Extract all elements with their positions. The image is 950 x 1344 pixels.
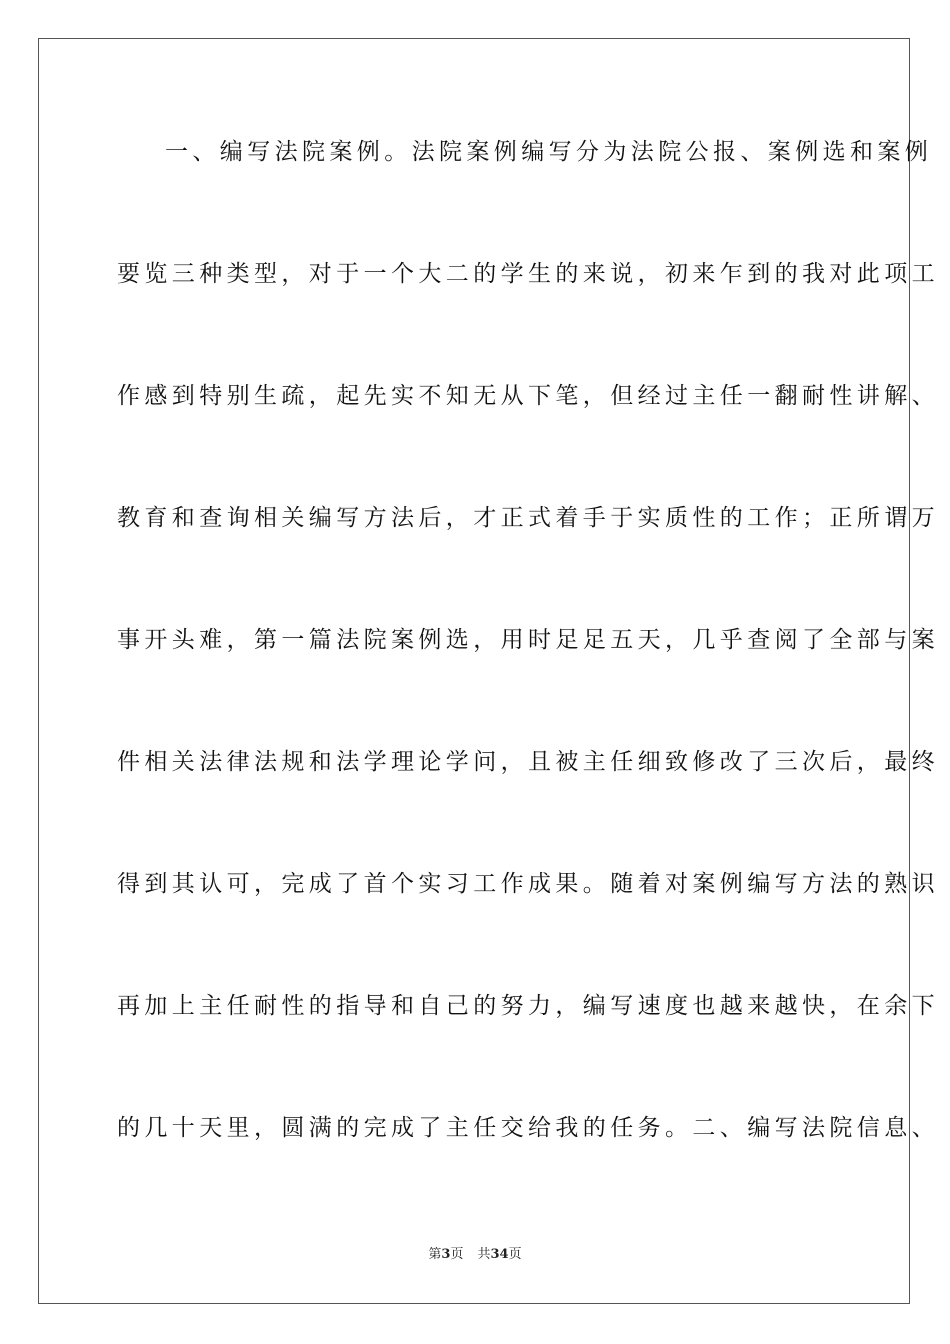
text-line: 要览三种类型，对于一个大二的学生的来说，初来乍到的我对此项工 — [117, 261, 939, 287]
page-number: 3 — [441, 1247, 451, 1262]
text-line: 事开头难，第一篇法院案例选，用时足足五天，几乎查阅了全部与案 — [117, 627, 939, 653]
text-line: 的几十天里，圆满的完成了主任交给我的任务。二、编写法院信息、 — [117, 1115, 939, 1141]
total-pages: 34 — [490, 1247, 509, 1262]
page-footer — [0, 1246, 950, 1264]
text-line: 作感到特别生疏，起先实不知无从下笔，但经过主任一翻耐性讲解、 — [117, 383, 939, 409]
text-line: 教育和查询相关编写方法后，才正式着手于实质性的工作；正所谓万 — [117, 505, 939, 531]
page-suffix: 页 — [450, 1247, 464, 1262]
total-suffix: 页 — [508, 1247, 522, 1262]
text-line: 件相关法律法规和法学理论学问，且被主任细致修改了三次后，最终 — [117, 749, 939, 775]
text-line: 得到其认可，完成了首个实习工作成果。随着对案例编写方法的熟识 — [117, 871, 939, 897]
text-line: 一、编写法院案例。法院案例编写分为法院公报、案例选和案例 — [165, 139, 933, 165]
total-prefix: 共 — [477, 1247, 491, 1262]
text-line: 再加上主任耐性的指导和自己的努力，编写速度也越来越快，在余下 — [117, 993, 939, 1019]
page-prefix: 第 — [428, 1247, 442, 1262]
